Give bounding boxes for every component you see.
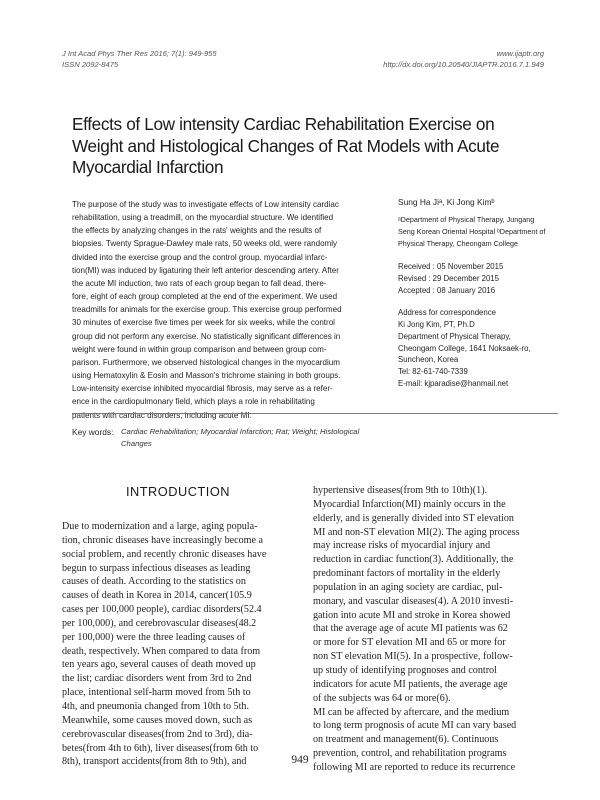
body-line: cases per 100,000 people), cardiac disorders(52.4 bbox=[62, 604, 262, 616]
abstract bbox=[72, 198, 382, 422]
body-line: per 100,000) were the three leading causes of bbox=[62, 631, 246, 643]
abstract-line: Low-intensity exercise inhibited myocardial fibrosis, may serve as a refer- bbox=[72, 384, 333, 394]
body-line: Myocardial Infarction(MI) mainly occurs in the bbox=[313, 498, 506, 510]
title-line: Weight and Histological Changes of Rat Models with Acute bbox=[72, 135, 500, 156]
correspondence-email[interactable]: E-mail: kjparadise@hanmail.net bbox=[398, 378, 509, 388]
abstract-line: 30 minutes of exercise five times per week for six weeks, while the control bbox=[72, 318, 335, 328]
revised-date: Revised : 29 December 2015 bbox=[398, 274, 499, 284]
body-line: 8th), transport accidents(from 8th to 9th), and bbox=[62, 756, 247, 768]
article-dates bbox=[398, 261, 558, 297]
affiliation-line: ᵃDepartment of Physical Therapy, Jungang bbox=[398, 215, 535, 225]
body-line: population in an aging society are cardiac, pul- bbox=[313, 581, 503, 593]
body-line: gation into acute MI and stroke in Korea showed bbox=[313, 609, 511, 621]
body-line: tion, chronic diseases have increasingly become a bbox=[62, 534, 263, 546]
body-line: that the average age of acute MI patients was 62 bbox=[313, 623, 508, 635]
abstract-line: The purpose of the study was to investigate effects of Low intensity cardiac bbox=[72, 200, 339, 209]
body-line: prevention, control, and rehabilitation programs bbox=[313, 748, 507, 760]
issn: ISSN 2092-8475 bbox=[62, 60, 119, 69]
body-line: hypertensive diseases(from 9th to 10th)(1). bbox=[313, 485, 488, 496]
body-line: MI can be affected by aftercare, and the medium bbox=[313, 706, 510, 718]
body-line: 4th, and pneumonia changed from 10th to 5th. bbox=[62, 700, 249, 712]
journal-website[interactable]: www.ijaptr.org bbox=[496, 49, 544, 58]
abstract-line: fore, eight of each group completed at the end of the experiment. We used bbox=[72, 292, 338, 302]
abstract-line: using Hematoxylin & Eosin and Masson's trichrome staining in both groups. bbox=[72, 371, 341, 381]
body-line: elderly, and is generally divided into ST elevation bbox=[313, 512, 514, 524]
abstract-line: the effects by analyzing changes in the rats' weights and the results of bbox=[72, 226, 322, 236]
body-line: monary, and vascular diseases(4). A 2010 investi- bbox=[313, 595, 514, 607]
keywords-text bbox=[121, 426, 381, 449]
correspondence-line: Suncheon, Korea bbox=[398, 355, 459, 365]
body-line: death, respectively. When compared to data from bbox=[62, 645, 261, 657]
abstract-line: parison. Furthermore, we observed histological changes in the myocardium bbox=[72, 357, 340, 367]
body-line: place, intentional self-harm moved from 5th to bbox=[62, 687, 251, 699]
journal-citation: J Int Acad Phys Ther Res 2016; 7(1): 949-955 bbox=[62, 49, 217, 58]
abstract-line: ence in the cardiopulmonary field, which plays a role in rehabilitating bbox=[72, 397, 315, 407]
body-line: indicators for acute MI patients, the average age bbox=[313, 678, 508, 690]
body-line: following MI are reported to reduce its recurrence bbox=[313, 761, 516, 773]
affiliation-line: Seng Korean Oriental Hospital ᵇDepartment of bbox=[398, 227, 546, 236]
body-line: betes(from 4th to 6th), liver diseases(from 6th to bbox=[62, 742, 259, 754]
author-names: Sung Ha Jiᵃ, Ki Jong Kimᵇ bbox=[398, 197, 495, 207]
body-line: non ST elevation MI(5). In a prospective, follow- bbox=[313, 651, 513, 663]
body-line: per 100,000), and cerebrovascular diseases(48.2 bbox=[62, 617, 257, 629]
body-line: causes of death. According to the statistics on bbox=[62, 576, 246, 588]
title-line: Effects of Low intensity Cardiac Rehabilitation Exercise on bbox=[72, 114, 495, 134]
affiliation-line: Physical Therapy, Cheongam College bbox=[398, 238, 518, 248]
body-line: causes of death in Korea in 2014, cancer(105.9 bbox=[62, 590, 252, 602]
body-line: or more for ST elevation MI and 65 or more for bbox=[313, 637, 506, 649]
body-line: cerebrovascular diseases(from 2nd to 3rd), dia- bbox=[62, 728, 253, 740]
keywords-line: Cardiac Rehabilitation; Myocardial Infarction; Rat; Weight; Histological bbox=[121, 427, 360, 436]
body-line: may increase risks of myocardial injury and bbox=[313, 540, 491, 552]
correspondence bbox=[398, 307, 558, 390]
body-column-right bbox=[313, 484, 553, 775]
body-column-left bbox=[62, 520, 302, 769]
body-line: social problem, and recently chronic diseases have bbox=[62, 548, 267, 560]
abstract-line: weight were found in within group comparison and between group com- bbox=[72, 344, 327, 354]
received-date: Received : 05 November 2015 bbox=[398, 262, 504, 272]
body-line: up study of identifying prognoses and control bbox=[313, 664, 497, 676]
paper-title bbox=[72, 114, 542, 179]
body-line: begun to surpass infectious diseases as leading bbox=[62, 562, 251, 574]
running-header-left bbox=[62, 48, 217, 70]
accepted-date: Accepted : 08 January 2016 bbox=[398, 286, 496, 296]
section-heading: INTRODUCTION bbox=[125, 484, 231, 499]
correspondence-line: Tel: 82-61-740-7339 bbox=[398, 367, 468, 377]
body-line: Meanwhile, some causes moved down, such as bbox=[62, 714, 253, 726]
body-line: to long term prognosis of acute MI can vary based bbox=[313, 720, 517, 732]
abstract-line: rehabilitation, using a treadmill, on the myocardial structure. We identified bbox=[72, 213, 334, 223]
abstract-line: patients with cardiac disorders, including acute MI. bbox=[72, 410, 252, 420]
body-line: on treatment and management(6). Continuous bbox=[313, 734, 499, 746]
doi-link[interactable]: http://dx.doi.org/10.20540/JIAPTR.2016.7.1.949 bbox=[383, 60, 544, 69]
correspondence-line: Cheongam College, 1641 Noksaek-ro, bbox=[398, 343, 531, 353]
body-line: the list; cardiac disorders went from 3rd to 2nd bbox=[62, 673, 252, 685]
abstract-line: tion(MI) was induced by ligaturing their left anterior descending artery. After bbox=[72, 265, 339, 275]
page-number: 949 bbox=[291, 754, 309, 766]
abstract-line: treadmills for animals for the exercise group. This exercise group performed bbox=[72, 305, 342, 315]
body-line: Due to modernization and a large, aging popula- bbox=[62, 521, 258, 532]
correspondence-line: Ki Jong Kim, PT, Ph.D bbox=[398, 319, 475, 329]
running-header-right bbox=[383, 48, 544, 70]
keywords-line: Changes bbox=[121, 438, 152, 448]
abstract-line: the acute MI induction, two rats of each group began to fall dead, there- bbox=[72, 278, 327, 288]
body-line: predominant factors of mortality in the elderly bbox=[313, 568, 501, 580]
abstract-line: divided into the exercise group and the control group. myocardial infarc- bbox=[72, 252, 328, 262]
section-divider bbox=[72, 413, 558, 414]
body-line: reduction in cardiac function(3). Additionally, the bbox=[313, 554, 514, 566]
article-info-sidebar bbox=[398, 197, 558, 390]
abstract-line: group did not perform any exercise. No statistically significant differences in bbox=[72, 331, 341, 341]
correspondence-line: Department of Physical Therapy, bbox=[398, 331, 511, 341]
abstract-line: biopsies. Twenty Sprague-Dawley male rats, 50 weeks old, were randomly bbox=[72, 239, 338, 249]
correspondence-line: Address for correspondence bbox=[398, 308, 496, 318]
keywords-label: Key words: bbox=[72, 427, 114, 437]
body-line: ten years ago, several causes of death moved up bbox=[62, 659, 256, 671]
body-line: of the subjects was 64 or more(6). bbox=[313, 692, 451, 704]
title-line: Myocardial Infarction bbox=[72, 157, 224, 177]
affiliations bbox=[398, 214, 558, 249]
body-line: MI and non-ST elevation MI(2). The aging process bbox=[313, 526, 520, 538]
